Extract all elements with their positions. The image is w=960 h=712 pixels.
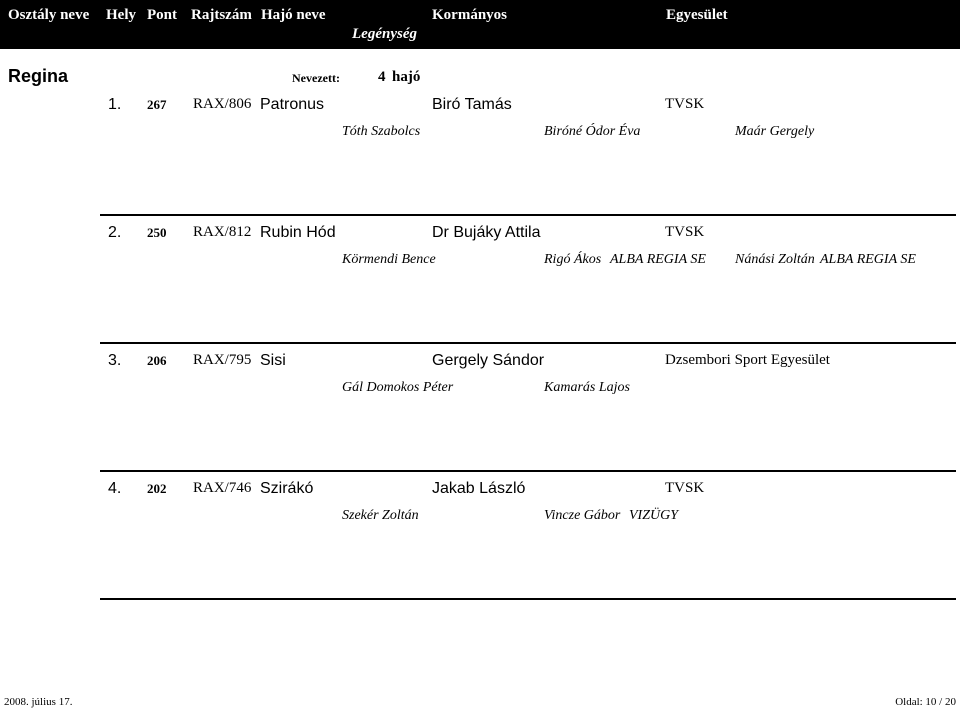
crew-member: Maár Gergely	[735, 124, 815, 139]
entry-points: 250	[147, 225, 167, 240]
header-egyesulet: Egyesület	[666, 7, 728, 23]
entry-place: 2.	[108, 224, 122, 241]
entry-helm: Biró Tamás	[432, 96, 512, 113]
entry-sail-number: RAX/746	[193, 480, 252, 496]
entry-club: TVSK	[665, 224, 705, 240]
entry-boat-name: Sisi	[260, 352, 286, 369]
crew-member: Rigó Ákos	[544, 252, 602, 267]
nevezett-label: Nevezett:	[292, 71, 340, 85]
crew-member-club: VIZÜGY	[629, 508, 679, 523]
column-header-bar	[0, 0, 960, 49]
entry-boat-name: Patronus	[260, 96, 325, 113]
header-pont: Pont	[147, 7, 177, 23]
header-hely: Hely	[106, 7, 136, 23]
entry-points: 206	[147, 353, 167, 368]
entry-place: 3.	[108, 352, 122, 369]
crew-member: Nánási Zoltán	[735, 252, 815, 267]
crew-member-club: ALBA REGIA SE	[610, 252, 706, 267]
crew-member-club: ALBA REGIA SE	[820, 252, 916, 267]
entry-place: 1.	[108, 96, 122, 113]
entry-club: TVSK	[665, 480, 705, 496]
header-rajtszam: Rajtszám	[191, 7, 252, 23]
entry-place: 4.	[108, 480, 122, 497]
class-name: Regina	[8, 66, 69, 86]
nevezett-value: 4	[378, 69, 386, 85]
entry-sail-number: RAX/806	[193, 96, 252, 112]
header-hajo-neve: Hajó neve	[261, 7, 326, 23]
crew-member: Tóth Szabolcs	[342, 124, 421, 139]
crew-member: Körmendi Bence	[342, 252, 436, 267]
entry-helm: Dr Bujáky Attila	[432, 224, 541, 241]
nevezett-unit: hajó	[392, 69, 421, 85]
entry-divider	[100, 598, 956, 600]
entry-sail-number: RAX/795	[193, 352, 252, 368]
entry-boat-name: Rubin Hód	[260, 224, 336, 241]
crew-member: Gál Domokos Péter	[342, 380, 454, 395]
entry-divider	[100, 470, 956, 472]
entry-points: 267	[147, 97, 167, 112]
entry-sail-number: RAX/812	[193, 224, 252, 240]
crew-member: Szekér Zoltán	[342, 508, 419, 523]
header-kormanyos: Kormányos	[432, 7, 507, 23]
crew-member: Vincze Gábor	[544, 508, 621, 523]
crew-member: Kamarás Lajos	[544, 380, 630, 395]
entry-helm: Jakab László	[432, 480, 526, 497]
crew-member: Biróné Ódor Éva	[544, 124, 641, 139]
entry-points: 202	[147, 481, 167, 496]
page-number: Oldal: 10 / 20	[895, 696, 956, 708]
print-date: 2008. július 17.	[4, 696, 73, 708]
entry-club: TVSK	[665, 96, 705, 112]
entry-boat-name: Szirákó	[260, 480, 314, 497]
entry-divider	[100, 342, 956, 344]
entry-helm: Gergely Sándor	[432, 352, 545, 369]
header-osztaly-neve: Osztály neve	[8, 7, 90, 23]
header-legenyseg: Legénység	[352, 26, 417, 42]
entry-divider	[100, 214, 956, 216]
entry-club: Dzsembori Sport Egyesület	[665, 352, 830, 368]
